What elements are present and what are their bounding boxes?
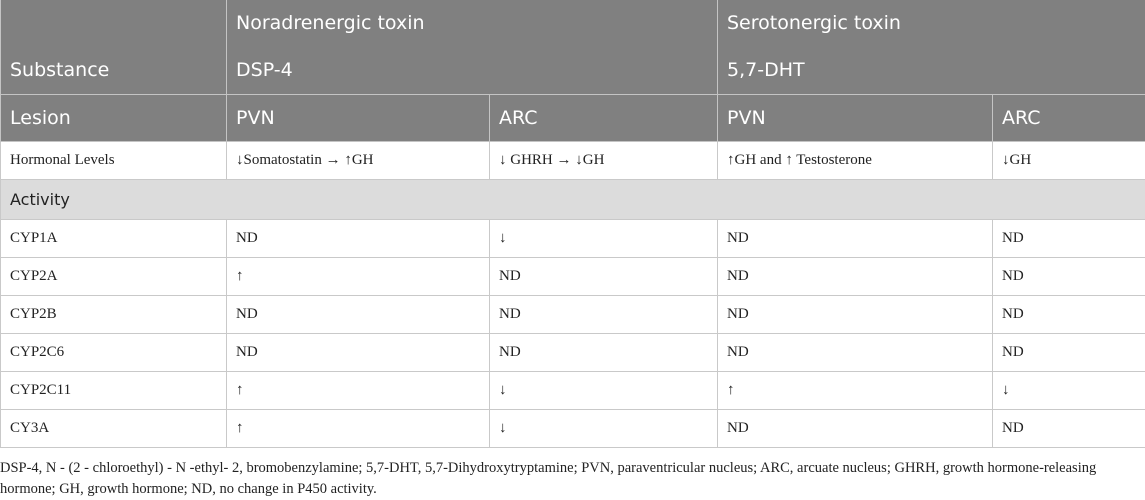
table-cell: ND: [490, 258, 718, 296]
header-substance-57dht: 5,7-DHT: [718, 46, 1145, 95]
table-cell: ND: [993, 258, 1145, 296]
table-cell: ND: [993, 220, 1145, 258]
table-cell: ND: [227, 220, 490, 258]
table-row: [1, 296, 1145, 334]
table-cell: ND: [490, 334, 718, 372]
table-row: [1, 372, 1145, 410]
table-cell: ND: [490, 296, 718, 334]
table-cell: ↑: [718, 372, 993, 410]
header-substance-dsp4: DSP-4: [227, 46, 718, 95]
row-label: CYP2B: [1, 296, 227, 334]
row-label: Hormonal Levels: [1, 142, 227, 180]
table-row: [1, 220, 1145, 258]
table-row-hormonal-levels: [1, 142, 1145, 180]
row-label: CYP2A: [1, 258, 227, 296]
header-serotonergic-toxin: Serotonergic toxin: [718, 0, 1145, 46]
table-cell: ↓ GHRH → ↓GH: [490, 142, 718, 180]
table-cell: ↑: [227, 410, 490, 448]
header-lesion-arc: ARC: [993, 95, 1145, 142]
table-cell: ↓: [490, 410, 718, 448]
table-cell: ND: [993, 410, 1145, 448]
header-empty-cell: [1, 0, 227, 46]
table-cell: ↑: [227, 258, 490, 296]
table-cell: ↓: [993, 372, 1145, 410]
table-cell: ↑: [227, 372, 490, 410]
table-row: [1, 410, 1145, 448]
row-label: CYP1A: [1, 220, 227, 258]
table-cell: ND: [993, 296, 1145, 334]
table-cell: ↓GH: [993, 142, 1145, 180]
table-footnote: DSP-4, N - (2 - chloroethyl) - N -ethyl- 2, bromobenzylamine; 5,7-DHT, 5,7-Dihydroxytryptamine; PVN, paraventricular nucleus; ARC, arcuate nucleus; GHRH, growth hormone-releasing hormone; GH, growth hormone; ND, no change in P450 activity.: [0, 458, 1140, 500]
header-substance-label: Substance: [1, 46, 227, 95]
table-cell: ND: [718, 296, 993, 334]
section-row-activity: [1, 180, 1145, 220]
table-cell: ND: [718, 410, 993, 448]
table-cell: ↓: [490, 220, 718, 258]
table-cell: ND: [718, 334, 993, 372]
table-cell: ND: [993, 334, 1145, 372]
header-lesion-label: Lesion: [1, 95, 227, 142]
table-cell: ND: [718, 258, 993, 296]
table-cell: ND: [227, 334, 490, 372]
table-row: [1, 334, 1145, 372]
row-label: CY3A: [1, 410, 227, 448]
table-cell: ND: [227, 296, 490, 334]
table-row: [1, 258, 1145, 296]
table-cell: ND: [718, 220, 993, 258]
table-cell: ↑GH and ↑ Testosterone: [718, 142, 993, 180]
section-label: Activity: [1, 180, 1145, 220]
header-noradrenergic-toxin: Noradrenergic toxin: [227, 0, 718, 46]
table-cell: ↓: [490, 372, 718, 410]
header-lesion-pvn: PVN: [227, 95, 490, 142]
table-cell: ↓Somatostatin → ↑GH: [227, 142, 490, 180]
header-lesion-pvn: PVN: [718, 95, 993, 142]
row-label: CYP2C11: [1, 372, 227, 410]
row-label: CYP2C6: [1, 334, 227, 372]
header-lesion-arc: ARC: [490, 95, 718, 142]
